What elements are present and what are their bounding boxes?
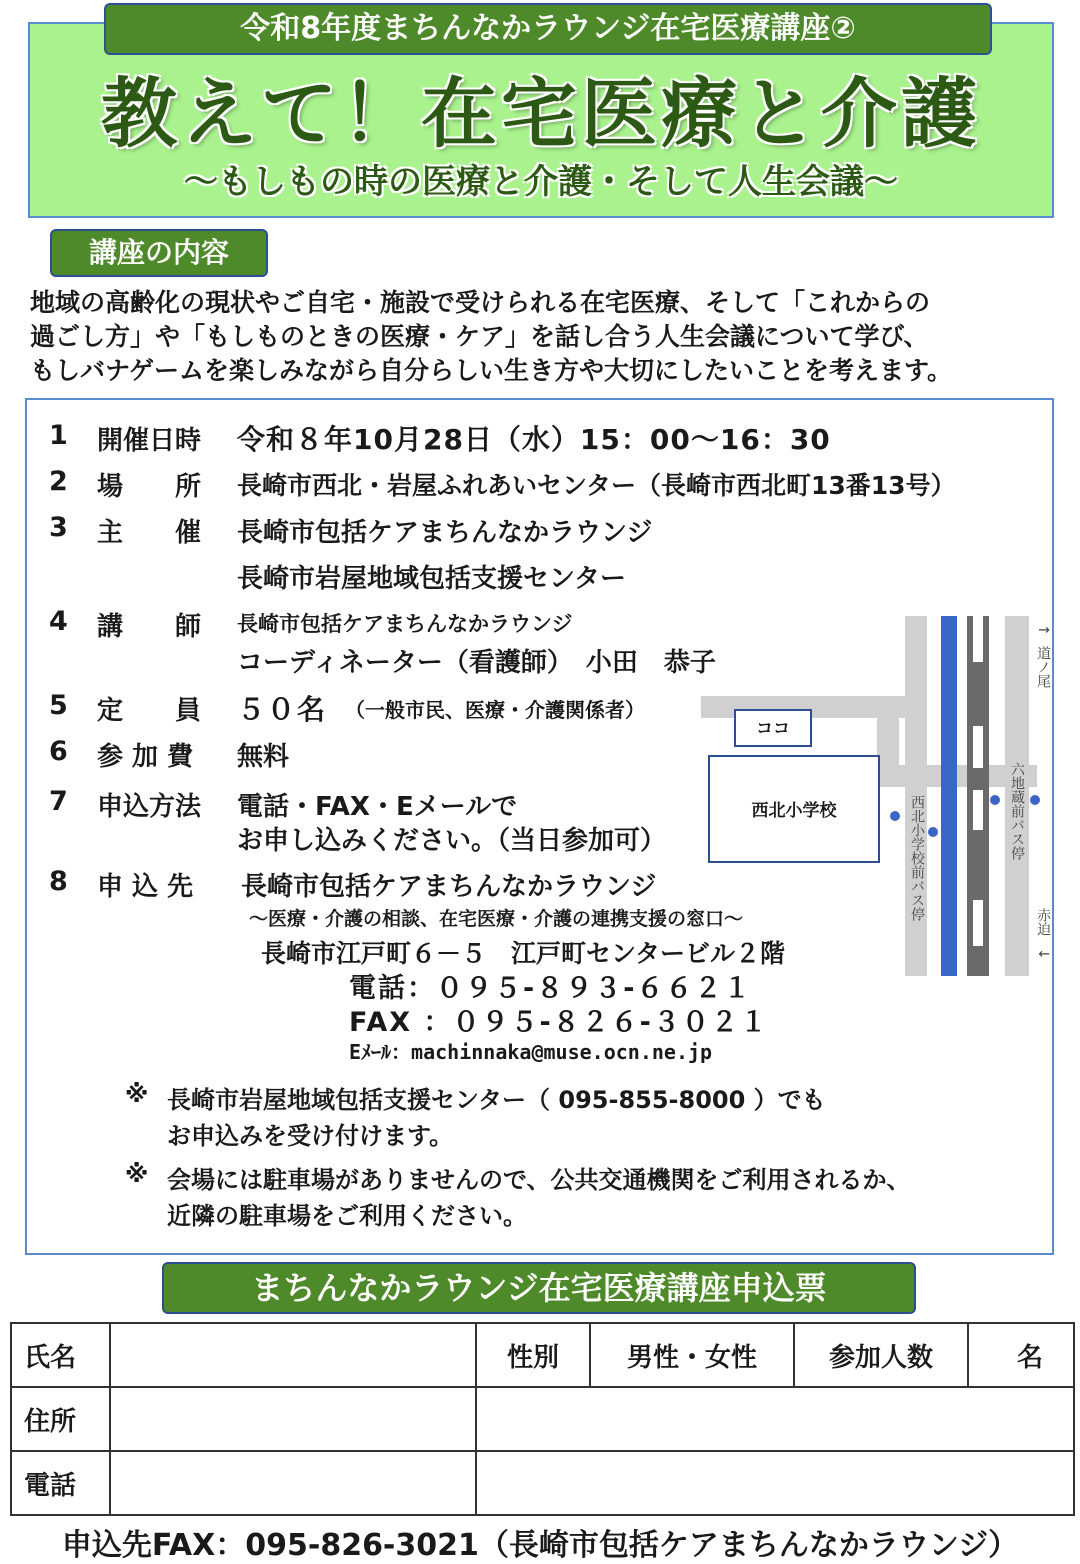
item-label-fee: 参 加 費	[97, 742, 194, 772]
note-1-line2: お申込みを受け付けます。	[167, 1122, 454, 1150]
contact-phone: 電話：０９５-８９３-６６２１	[349, 973, 753, 1004]
contact-fax: FAX ：０９５-８２６-３０２１	[349, 1007, 769, 1038]
gender-options[interactable]: 男性・女性	[590, 1323, 794, 1387]
map-bus-stop	[990, 795, 1000, 805]
venue-map	[697, 610, 1047, 980]
address-field-b[interactable]	[476, 1387, 1074, 1451]
item-number: 7	[49, 786, 68, 817]
map-bus-stop-right-label: 六地蔵前バス停	[1009, 762, 1025, 860]
item-number: 2	[49, 466, 68, 497]
capacity: ５０名	[237, 693, 328, 726]
note-2-line1: 会場には駐車場がありませんので、公共交通機関をご利用されるか、	[167, 1166, 911, 1194]
details-box	[25, 398, 1054, 1255]
item-number: 6	[49, 736, 68, 767]
map-road	[877, 696, 899, 768]
map-tram-line	[941, 616, 957, 976]
map-arrow-up: ↑	[1035, 624, 1051, 636]
count-field[interactable]	[968, 1323, 1074, 1387]
item-label-method: 申込方法	[97, 792, 202, 822]
contact-org: 長崎市包括ケアまちんなかラウンジ	[241, 872, 657, 902]
lecturer-org: 長崎市包括ケアまちんなかラウンジ	[237, 612, 573, 636]
phone-field-b[interactable]	[476, 1451, 1074, 1515]
fee: 無料	[237, 742, 290, 772]
map-to-bottom-label: 赤迫	[1035, 908, 1051, 936]
address-field-a[interactable]	[110, 1387, 476, 1451]
count-unit: 名	[1016, 1342, 1043, 1373]
footer-fax: 申込先FAX：095-826-3021（長崎市包括ケアまちんなかラウンジ）	[61, 1528, 1019, 1563]
organizer-2: 長崎市岩屋地域包括支援センター	[237, 564, 626, 594]
note-1-line1: 長崎市岩屋地域包括支援センター（ 095-855-8000 ）でも	[167, 1086, 826, 1114]
map-bus-stop	[890, 811, 900, 821]
item-label-venue: 場 所	[97, 472, 202, 502]
form-title-banner: まちんなかラウンジ在宅医療講座申込票	[162, 1262, 916, 1314]
item-label-contact: 申 込 先	[97, 872, 194, 902]
intro-line: もしバナゲームを楽しみながら自分らしい生き方や大切にしたいことを考えます。	[30, 356, 953, 385]
map-rail-gap	[973, 616, 983, 662]
item-label-organizer: 主 催	[97, 518, 202, 548]
intro-line: 地域の高齢化の現状やご自宅・施設で受けられる在宅医療、そして「これからの	[30, 288, 931, 317]
main-title: 教えて！在宅医療と介護	[101, 69, 981, 158]
event-venue: 長崎市西北・岩屋ふれあいセンター（長崎市西北町13番13号）	[237, 471, 956, 500]
map-bus-stop-left-label: 西北小学校前バス停	[909, 795, 925, 921]
event-date: 令和８年10月28日（水）15：00～16：30	[237, 423, 831, 456]
map-rail-gap	[973, 726, 983, 768]
intro-text	[30, 286, 1060, 388]
map-to-top-label: 道ノ尾	[1035, 646, 1051, 688]
map-rail-gap	[973, 790, 983, 830]
item-number: 8	[49, 866, 68, 897]
item-number: 5	[49, 690, 68, 721]
contact-email[interactable]: Eﾒｰﾙ：machinnaka@muse.ocn.ne.jp	[349, 1040, 713, 1064]
map-arrow-down: ↓	[1035, 948, 1051, 960]
phone-field-a[interactable]	[110, 1451, 476, 1515]
item-label-lecturer: 講 師	[97, 612, 202, 642]
address-label: 住所	[11, 1387, 110, 1451]
name-label: 氏名	[11, 1323, 110, 1387]
note-mark: ※	[125, 1160, 149, 1188]
series-title-banner: 令和8年度まちんなかラウンジ在宅医療講座②	[104, 3, 992, 55]
map-bus-stop	[1030, 795, 1040, 805]
apply-method: 電話・FAX・Eメールで	[237, 792, 518, 822]
note-2-line2: 近隣の駐車場をご利用ください。	[167, 1202, 527, 1230]
section-label: 講座の内容	[50, 229, 268, 277]
organizer-1: 長崎市包括ケアまちんなかラウンジ	[237, 518, 653, 548]
item-label-capacity: 定 員	[97, 696, 202, 726]
map-here-label: ココ	[756, 719, 790, 739]
contact-tagline: ～医療・介護の相談、在宅医療・介護の連携支援の窓口～	[249, 908, 744, 930]
item-number: 4	[49, 606, 68, 637]
apply-method-2: お申し込みください。（当日参加可）	[237, 826, 667, 856]
name-field[interactable]	[110, 1323, 476, 1387]
application-form	[10, 1322, 1075, 1516]
item-label-date: 開催日時	[97, 426, 202, 456]
phone-label: 電話	[11, 1451, 110, 1515]
map-school-label: 西北小学校	[751, 801, 837, 821]
map-bus-stop	[928, 827, 938, 837]
map-rail-gap	[973, 900, 983, 946]
gender-label: 性別	[476, 1323, 590, 1387]
intro-line: 過ごし方」や「もしものときの医療・ケア」を話し合う人生会議について学び、	[30, 322, 929, 351]
note-mark: ※	[125, 1080, 149, 1108]
item-number: 3	[49, 512, 68, 543]
sub-title: ～もしもの時の医療と介護・そして人生会議～	[184, 162, 898, 202]
contact-address: 長崎市江戸町６－５ 江戸町センタービル２階	[261, 939, 786, 968]
count-label: 参加人数	[794, 1323, 968, 1387]
capacity-note: （一般市民、医療・介護関係者）	[345, 698, 645, 722]
item-number: 1	[49, 420, 68, 451]
lecturer-name: コーディネーター（看護師） 小田 恭子	[237, 648, 716, 678]
